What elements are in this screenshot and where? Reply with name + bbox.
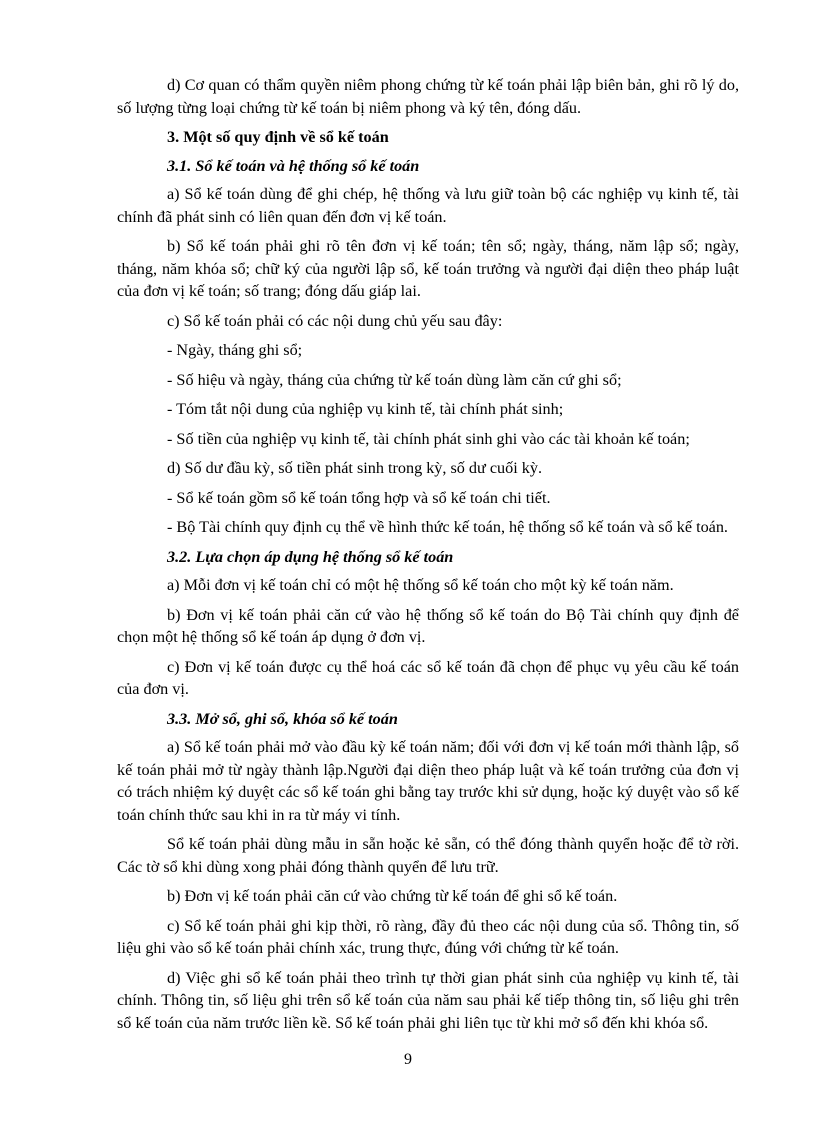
subsection-heading-3-3: 3.3. Mở sổ, ghi sổ, khóa sổ kế toán — [167, 709, 398, 728]
para-3-1-b: b) Sổ kế toán phải ghi rõ tên đơn vị kế toán; tên sổ; ngày, tháng, năm lập sổ; ngày, tháng, năm khóa sổ; chữ ký của người lập sổ, kế toán trưởng và người đại diện theo pháp luật của đơn vị kế toán; số trang; đóng dấu giáp lai. — [117, 237, 739, 300]
para-3-2-b: b) Đơn vị kế toán phải căn cứ vào hệ thống sổ kế toán do Bộ Tài chính quy định để chọn một hệ thống sổ kế toán áp dụng ở đơn vị. — [117, 605, 739, 646]
subsection-heading-3-2: 3.2. Lựa chọn áp dụng hệ thống sổ kế toán — [167, 547, 454, 566]
para-3-1-d: d) Số dư đầu kỳ, số tiền phát sinh trong kỳ, số dư cuối kỳ. — [167, 459, 542, 477]
section-heading-3: 3. Một số quy định về sổ kế toán — [167, 128, 389, 146]
para-3-1-c-item-1: - Ngày, tháng ghi sổ; — [167, 341, 303, 359]
para-3-1-c-item-3: - Tóm tắt nội dung của nghiệp vụ kinh tế, tài chính phát sinh; — [167, 400, 564, 418]
para-3-1-item-6: - Bộ Tài chính quy định cụ thể về hình thức kế toán, hệ thống sổ kế toán và sổ kế toán. — [167, 518, 728, 536]
para-3-1-a: a) Sổ kế toán dùng để ghi chép, hệ thống và lưu giữ toàn bộ các nghiệp vụ kinh tế, tài chính đã phát sinh có liên quan đến đơn vị kế toán. — [117, 185, 739, 226]
para-3-2-a: a) Mỗi đơn vị kế toán chỉ có một hệ thống sổ kế toán cho một kỳ kế toán năm. — [167, 576, 674, 594]
document-body — [117, 74, 739, 1041]
para-3-2-c: c) Đơn vị kế toán được cụ thể hoá các sổ kế toán đã chọn để phục vụ yêu cầu kế toán của đơn vị. — [117, 657, 739, 698]
para-3-3-c: c) Sổ kế toán phải ghi kịp thời, rõ ràng, đầy đủ theo các nội dung của sổ. Thông tin, số liệu ghi vào sổ kế toán phải chính xác, trung thực, đúng với chứng từ kế toán. — [117, 916, 739, 957]
para-3-3-b: b) Đơn vị kế toán phải căn cứ vào chứng từ kế toán để ghi sổ kế toán. — [167, 887, 618, 905]
para-3-1-item-5: - Sổ kế toán gồm sổ kế toán tổng hợp và sổ kế toán chi tiết. — [167, 488, 551, 507]
para-3-1-c-item-4: - Số tiền của nghiệp vụ kinh tế, tài chính phát sinh ghi vào các tài khoản kế toán; — [167, 429, 690, 448]
para-sealing-record: d) Cơ quan có thẩm quyền niêm phong chứng từ kế toán phải lập biên bản, ghi rõ lý do, số lượng từng loại chứng từ kế toán bị niêm phong và ký tên, đóng dấu. — [117, 76, 739, 117]
page-number: 9 — [404, 1051, 412, 1068]
para-3-1-c: c) Sổ kế toán phải có các nội dung chủ yếu sau đây: — [167, 311, 503, 330]
para-3-3-a: a) Sổ kế toán phải mở vào đầu kỳ kế toán năm; đối với đơn vị kế toán mới thành lập, sổ kế toán phải mở từ ngày thành lập.Người đại diện theo pháp luật và kế toán trưởng của đơn vị có trách nhiệm ký duyệt các sổ kế toán ghi bằng tay trước khi sử dụng, hoặc ký duyệt vào sổ kế toán chính thức sau khi in ra từ máy vi tính. — [117, 738, 739, 824]
para-3-1-c-item-2: - Số hiệu và ngày, tháng của chứng từ kế toán dùng làm căn cứ ghi sổ; — [167, 370, 622, 389]
para-3-3-a-cont: Sổ kế toán phải dùng mẫu in sẵn hoặc kẻ sẵn, có thể đóng thành quyển hoặc để tờ rời. Các tờ sổ khi dùng xong phải đóng thành quyển để lưu trữ. — [117, 835, 739, 876]
subsection-heading-3-1: 3.1. Sổ kế toán và hệ thống sổ kế toán — [167, 156, 420, 175]
para-3-3-d: d) Việc ghi sổ kế toán phải theo trình tự thời gian phát sinh của nghiệp vụ kinh tế, tài chính. Thông tin, số liệu ghi trên sổ kế toán của năm sau phải kế tiếp thông tin, số liệu ghi trên sổ kế toán của năm trước liền kề. Sổ kế toán phải ghi liên tục từ khi mở sổ đến khi khóa sổ. — [117, 968, 739, 1032]
